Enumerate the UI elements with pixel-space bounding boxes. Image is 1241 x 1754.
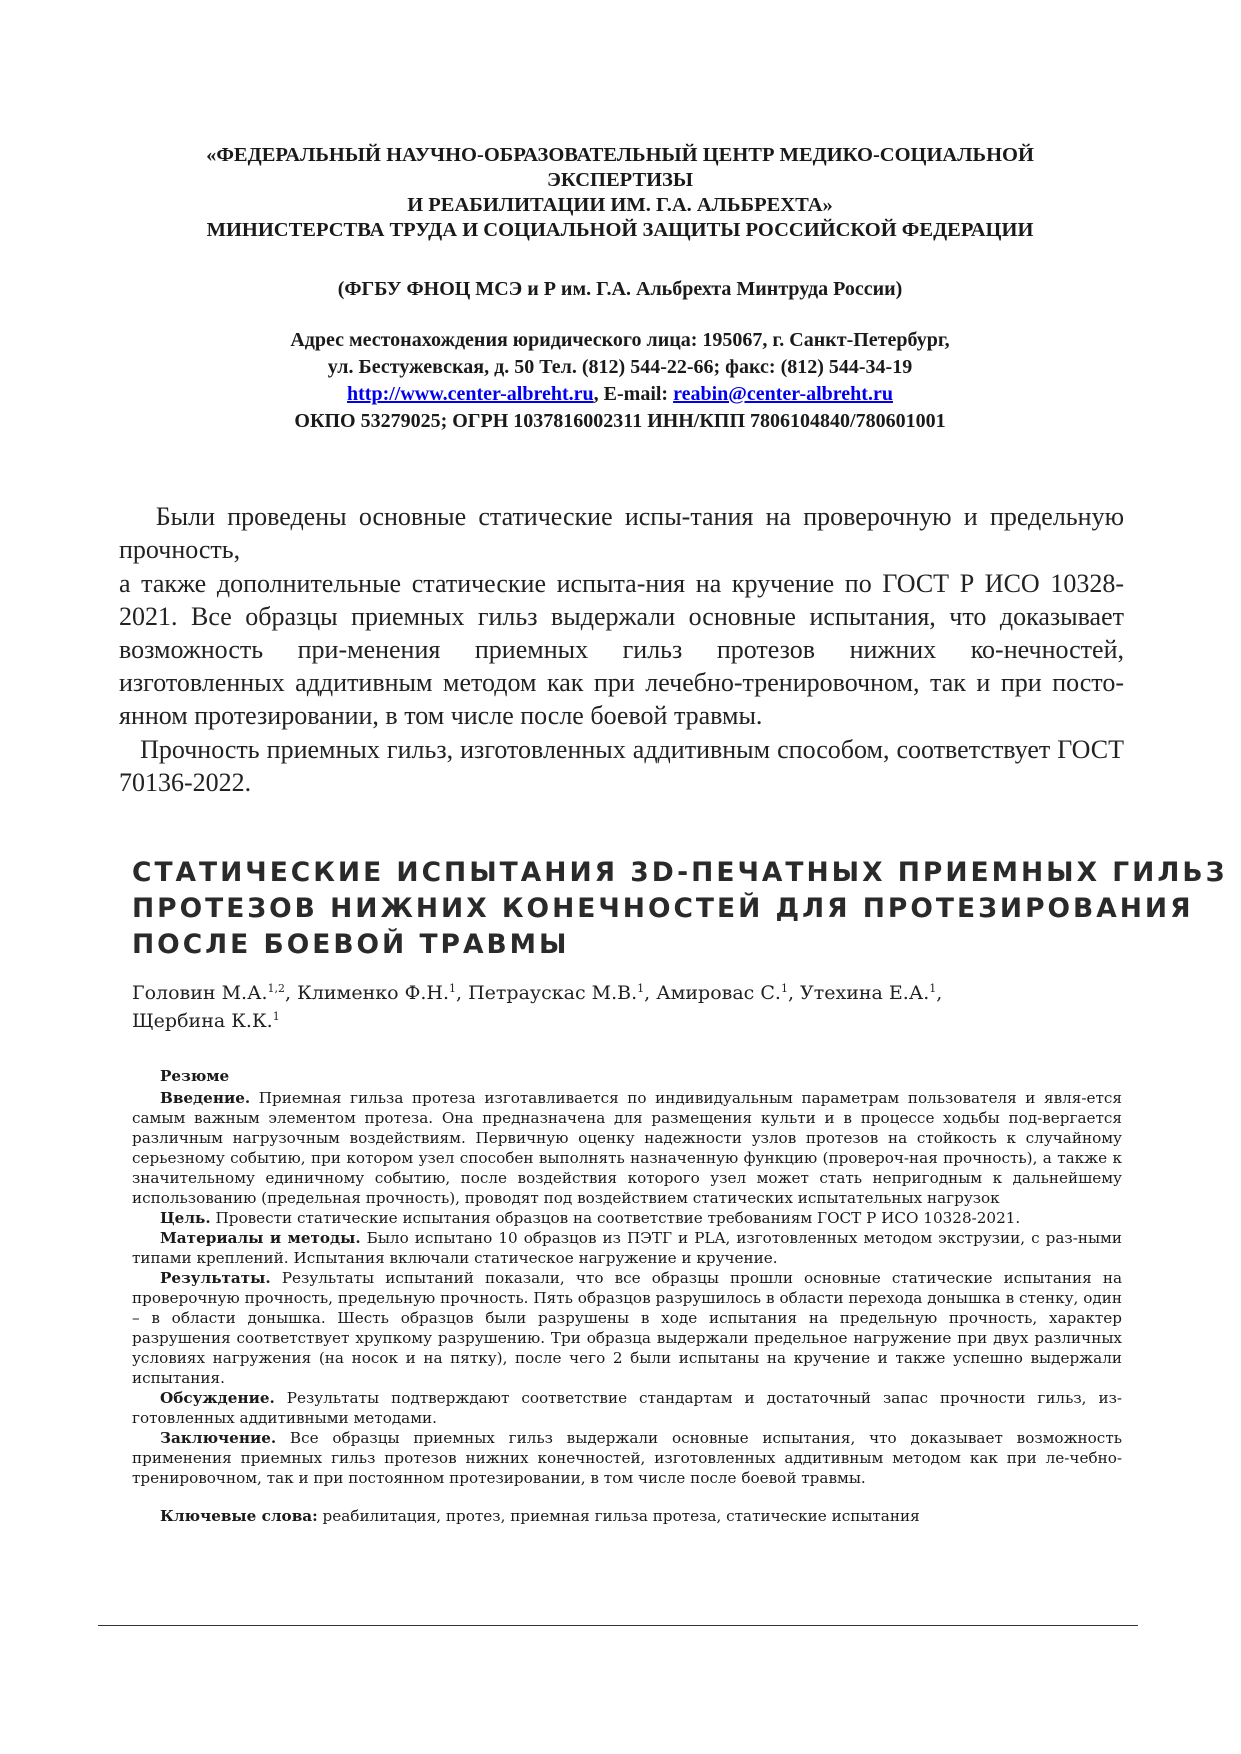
email-label: , E-mail:: [593, 383, 674, 405]
abstract-heading: Резюме: [160, 1067, 230, 1085]
intro-paragraph-1: Были проведены основные статические испы-тания на проверочную и предельную прочность,: [119, 502, 1124, 564]
org-name-line-3: И РЕАБИЛИТАЦИИ ИМ. Г.А. АЛЬБРЕХТА»: [407, 194, 833, 216]
abstract-section-introduction: Введение. Приемная гильза протеза изготавливается по индивидуальным параметрам пользователя и явля-ется самым важным элементом протеза. Она предназначена для размещения культи и в процессе ходьбы под-вергается различным нагрузочным воздействиям. Первичную оценку надежности узлов протезов на стойкость к случайному серьезному событию, при котором узел способен выполнять назначенную функцию (провероч-ная прочность), а также к значительному единичному событию, после воздействия которого узел может стать непригодным к дальнейшему использованию (предельная прочность), проводят под воздействием статических испытательных нагрузок: [132, 1089, 1122, 1207]
address-line-1: Адрес местонахождения юридического лица: 195067, г. Санкт-Петербург,: [290, 329, 950, 351]
title-line-2: ПРОТЕЗОВ НИЖНИХ КОНЕЧНОСТЕЙ ДЛЯ ПРОТЕЗИРОВАНИЯ: [132, 893, 1194, 924]
title-line-1: СТАТИЧЕСКИЕ ИСПЫТАНИЯ 3D-ПЕЧАТНЫХ ПРИЕМНЫХ ГИЛЬЗ: [132, 857, 1228, 888]
abstract-section-methods: Материалы и методы. Было испытано 10 образцов из ПЭТГ и PLA, изготовленных методом экструзии, с раз-ными типами креплений. Испытания включали статическое нагружение и кручение.: [132, 1229, 1122, 1267]
author: Щербина К.К.$^1$: [132, 1010, 280, 1032]
org-name-line-4: МИНИСТЕРСТВА ТРУДА И СОЦИАЛЬНОЙ ЗАЩИТЫ РОССИЙСКОЙ ФЕДЕРАЦИИ: [206, 219, 1034, 241]
author: Головин М.А.$^{1,2}$,: [132, 982, 298, 1004]
abstract-section-conclusion: Заключение. Все образцы приемных гильз выдержали основные испытания, что доказывает возможность применения приемных гильз протезов нижних конечностей, изготовленных аддитивным методом как при ле-чебно-тренировочном, так и при постоянном протезировании, в том числе после боевой травмы.: [132, 1429, 1122, 1487]
website-link[interactable]: http://www.center-albreht.ru: [347, 383, 594, 405]
keywords: Ключевые слова: реабилитация, протез, приемная гильза протеза, статические испытания: [160, 1507, 920, 1525]
institution-header: [120, 143, 1120, 243]
intro-paragraph-3: Прочность приемных гильз, изготовленных аддитивным способом, соответствует ГОСТ 70136-2022.: [119, 735, 1124, 797]
email-link[interactable]: reabin@center-albreht.ru: [673, 383, 893, 405]
author: Петраускас М.В.$^1$,: [468, 982, 657, 1004]
intro-paragraph-2: а также дополнительные статические испыта-ния на кручение по ГОСТ Р ИСО 10328-2021. Все образцы приемных гильз выдержали основные испытания, что доказывает возможность при-менения приемных гильз протезов нижних ко-нечностей, изготовленных аддитивным методом как при лечебно-тренировочном, так и при посто-янном протезировании, в том числе после боевой травмы.: [119, 569, 1124, 730]
abstract-section-results: Результаты. Результаты испытаний показали, что все образцы прошли основные статические испытания на проверочную прочность, предельную прочность. Пять образцов разрушилось в области перехода донышка в стенку, один – в области донышка. Шесть образцов были разрушены в ходе испытания на предельную прочность, характер разрушения соответствует хрупкому разрушению. Три образца выдержали предельное нагружение при двух различных условиях нагружения (на носок и на пятку), после чего 2 были испытаны на кручение и также успешно выдержали испытания.: [132, 1269, 1122, 1387]
author: Утехина Е.А.$^1$,: [800, 982, 943, 1004]
author: Клименко Ф.Н.$^1$,: [297, 982, 469, 1004]
org-name-line-2: ЭКСПЕРТИЗЫ: [546, 169, 694, 191]
address-line-2: ул. Бестужевская, д. 50 Тел. (812) 544-22-66; факс: (812) 544-34-19: [327, 356, 913, 378]
intro-text: [119, 500, 1124, 799]
abstract-section-aim: Цель. Провести статические испытания образцов на соответствие требованиям ГОСТ Р ИСО 10328-2021.: [160, 1209, 1021, 1227]
author: Амировас С.$^1$,: [656, 982, 801, 1004]
contacts-line: [120, 381, 1120, 408]
org-address-block: [120, 327, 1120, 435]
abstract: [132, 1066, 1122, 1526]
bottom-divider: [98, 1625, 1138, 1626]
org-name-line-1: «ФЕДЕРАЛЬНЫЙ НАУЧНО-ОБРАЗОВАТЕЛЬНЫЙ ЦЕНТР МЕДИКО-СОЦИАЛЬНОЙ: [206, 144, 1034, 166]
title-line-3: ПОСЛЕ БОЕВОЙ ТРАВМЫ: [132, 929, 570, 960]
article-title: [132, 855, 1228, 963]
registration-codes: ОКПО 53279025; ОГРН 1037816002311 ИНН/КПП 7806104840/780601001: [294, 410, 946, 432]
org-abbreviation: (ФГБУ ФНОЦ МСЭ и Р им. Г.А. Альбрехта Минтруда России): [337, 278, 903, 300]
author-list: [132, 979, 1122, 1035]
abstract-section-discussion: Обсуждение. Результаты подтверждают соответствие стандартам и достаточный запас прочности гильз, из-готовленных аддитивными методами.: [132, 1389, 1122, 1427]
